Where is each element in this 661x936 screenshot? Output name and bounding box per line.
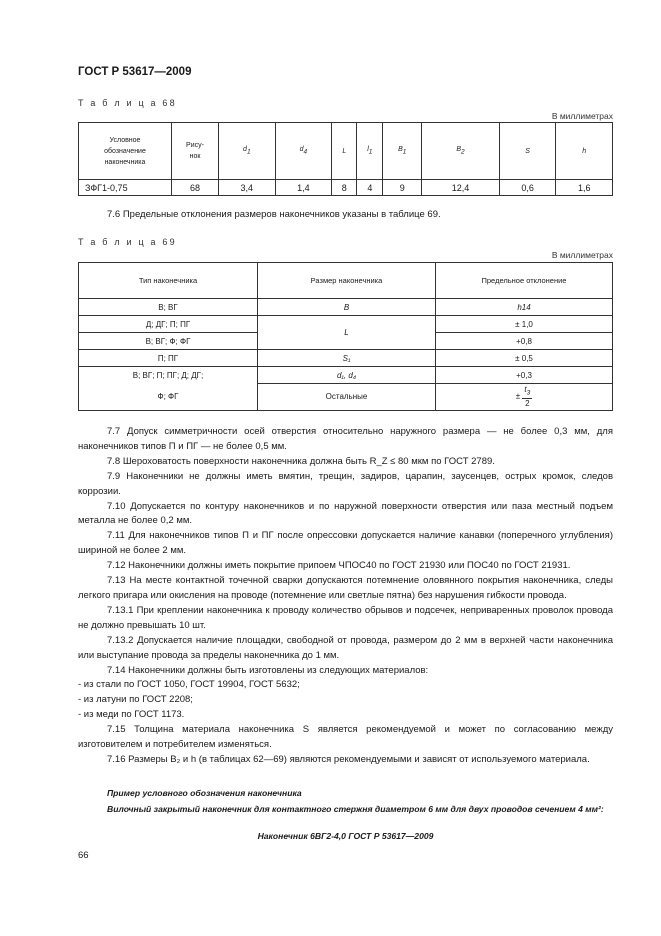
table-69 [78, 262, 613, 411]
body-text [78, 425, 613, 768]
header-cell: h [556, 123, 613, 180]
paragraph-7-16: 7.16 Размеры B₂ и h (в таблицах 62—69) являются рекомендуемыми и зависят от используемого материала. [107, 753, 590, 765]
table-cell: 8 [332, 180, 357, 196]
table-cell: ЗФГ1-0,75 [79, 180, 172, 196]
table-cell: 1,6 [556, 180, 613, 196]
table-row [79, 350, 613, 367]
paragraph-7-11: 7.11 Для наконечников типов П и ПГ после опрессовки допускается наличие канавки (поперечного углубления) шириной не более 2 мм. [78, 530, 613, 557]
table-cell: L [258, 316, 436, 350]
table-cell: S₁ [258, 350, 436, 367]
header-cell: $l_1$ [357, 123, 383, 180]
header-cell: Условное обозначение наконечника [79, 123, 172, 180]
table-row [79, 299, 613, 316]
table-cell: Д; ДГ; П; ПГ [79, 316, 258, 333]
paragraph-7-9: 7.9 Наконечники не должны иметь вмятин, трещин, задиров, царапин, заусенцев, острых кромок, следов коррозии. [78, 470, 613, 497]
paragraph-7-6: 7.6 Предельные отклонения размеров наконечников указаны в таблице 69. [107, 209, 441, 220]
example-description: Вилочный закрытый наконечник для контактного стержня диаметром 6 мм для двух проводов сечением 4 мм²: [107, 804, 604, 814]
paragraph-7-13: 7.13 На месте контактной точечной сварки допускаются потемнение оловянного покрытия наконечника, следы легкого пригара или окисления на проводе (потемнение или светлые пятна) без нарушения гибкости провода. [78, 575, 613, 601]
table-cell: 3,4 [219, 180, 276, 196]
list-item: - из меди по ГОСТ 1173. [78, 709, 185, 721]
table-row [79, 180, 613, 196]
paragraph-7-13-2: 7.13.2 Допускается наличие площадки, свободной от провода, размером до 2 мм в верхней части наконечника или выступание провода за пределы наконечника до 1 мм. [78, 634, 613, 661]
paragraph-7-15: 7.15 Толщина материала наконечника S является рекомендуемой и может по согласованию между изготовителем и потребителем изменяться. [78, 724, 613, 751]
header-cell: $d_4$ [275, 123, 332, 180]
header-cell: Рису- нок [172, 123, 219, 180]
table-cell: В; ВГ; П; ПГ; Д; ДГ; [79, 367, 258, 384]
table-cell: 0,6 [499, 180, 556, 196]
table68-unit: В миллиметрах [551, 111, 613, 121]
table-cell: +0,3 [436, 367, 613, 384]
table-cell: d₁, d₄ [258, 367, 436, 384]
table-cell: П; ПГ [79, 350, 258, 367]
table-row [79, 384, 613, 411]
header-cell: L [332, 123, 357, 180]
table-cell: ± $\frac{t_3}{2}$ [436, 384, 613, 411]
paragraph-7-10: 7.10 Допускается по контуру наконечников и по наружной поверхности отверстия или паза местный подъем металла не более 0,2 мм. [78, 500, 613, 527]
header-cell: $d_1$ [219, 123, 276, 180]
header-cell: Размер наконечника [258, 263, 436, 299]
header-cell: S [499, 123, 556, 180]
table69-unit: В миллиметрах [551, 250, 613, 260]
list-item: - из стали по ГОСТ 1050, ГОСТ 19904, ГОСТ 5632; [78, 679, 300, 691]
table-cell: 4 [357, 180, 383, 196]
table-row [79, 316, 613, 333]
example-designation: Наконечник 6ВГ2-4,0 ГОСТ Р 53617—2009 [257, 831, 434, 841]
table68-caption: Т а б л и ц а 68 [78, 98, 177, 108]
table-cell: Ф; ФГ [79, 384, 258, 411]
table-cell: ± 1,0 [436, 316, 613, 333]
table-header-row [79, 263, 613, 299]
table-cell: В; ВГ; Ф; ФГ [79, 333, 258, 350]
paragraph-7-8: 7.8 Шероховатость поверхности наконечника должна быть R_Z ≤ 80 мкм по ГОСТ 2789. [107, 455, 495, 467]
header-cell: Тип наконечника [79, 263, 258, 299]
table-cell: 68 [172, 180, 219, 196]
document-header: ГОСТ Р 53617—2009 [78, 66, 192, 78]
table-cell: 12,4 [422, 180, 500, 196]
table-cell: +0,8 [436, 333, 613, 350]
header-cell: Предельное отклонение [436, 263, 613, 299]
paragraph-7-12: 7.12 Наконечники должны иметь покрытие припоем ЧПОС40 по ГОСТ 21930 или ПОС40 по ГОСТ 21931. [107, 560, 571, 572]
paragraph-7-14: 7.14 Наконечники должны быть изготовлены из следующих материалов: [107, 664, 429, 676]
table-cell: ± 0,5 [436, 350, 613, 367]
table-header-row [79, 123, 613, 180]
page-number: 66 [78, 850, 89, 861]
table-cell: Остальные [258, 384, 436, 411]
example-title: Пример условного обозначения наконечника [107, 788, 302, 798]
table69-caption: Т а б л и ц а 69 [78, 237, 177, 247]
table-cell: B [258, 299, 436, 316]
table-68 [78, 122, 613, 196]
table-row [79, 367, 613, 384]
paragraph-7-7: 7.7 Допуск симметричности осей отверстия относительно наружного размера — не более 0,3 мм, для наконечников типов П и ПГ — не более 0,5 мм. [78, 426, 613, 452]
table-cell: 9 [383, 180, 422, 196]
header-cell: $B_2$ [422, 123, 500, 180]
table-cell: В; ВГ [79, 299, 258, 316]
paragraph-7-13-1: 7.13.1 При креплении наконечника к проводу количество обрывов и подсечек, неприваренных проволок провода не должно превышать 10 шт. [78, 604, 613, 631]
list-item: - из латуни по ГОСТ 2208; [78, 694, 193, 706]
table-cell: h14 [436, 299, 613, 316]
table-cell: 1,4 [275, 180, 332, 196]
header-cell: $B_1$ [383, 123, 422, 180]
